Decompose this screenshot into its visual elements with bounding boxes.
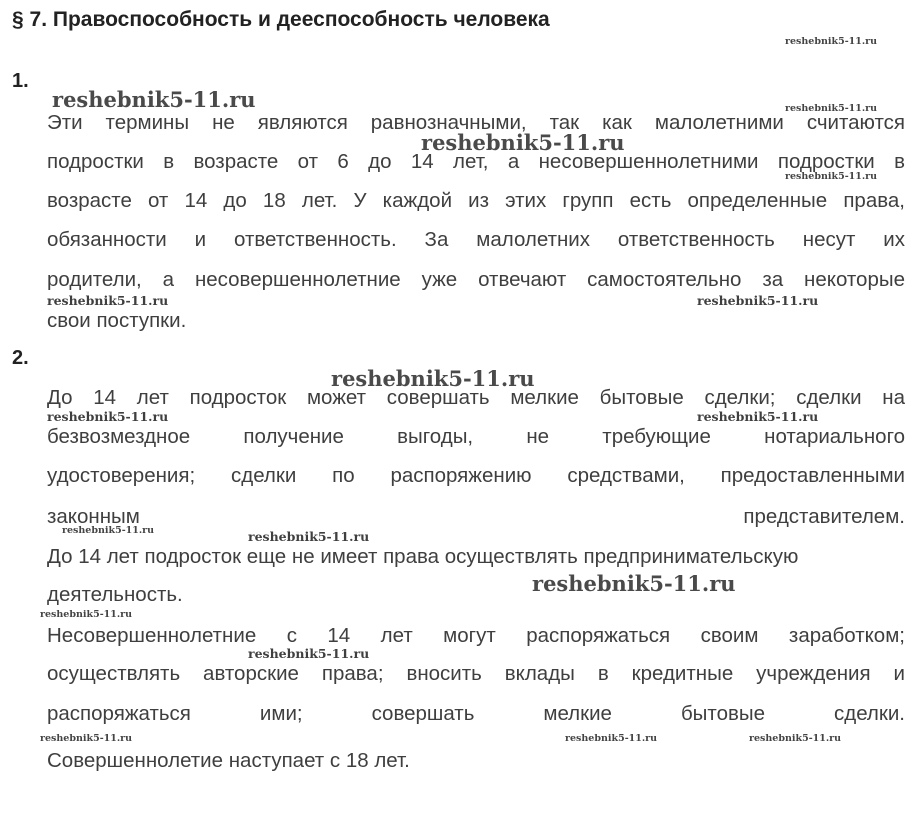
watermark: reshebnik5-11.ru <box>785 171 878 182</box>
watermark: reshebnik5-11.ru <box>248 646 370 661</box>
section-2-line-5: До 14 лет подросток еще не имеет права осуществлять предпринимательскую <box>47 545 799 568</box>
section-1-line-6: свои поступки. <box>47 309 187 332</box>
watermark: reshebnik5-11.ru <box>697 409 819 424</box>
watermark: reshebnik5-11.ru <box>47 409 169 424</box>
section-2-line-9: распоряжаться ими; совершать мелкие бытовые сделки. <box>47 702 905 725</box>
watermark: reshebnik5-11.ru <box>248 529 370 544</box>
section-2-line-2: безвозмездное получение выгоды, не требующие нотариального <box>47 425 905 448</box>
section-1-line-1: Эти термины не являются равнозначными, так как малолетними считаются <box>47 111 905 134</box>
watermark: reshebnik5-11.ru <box>40 609 133 620</box>
section-number-2: 2. <box>12 347 29 369</box>
watermark: reshebnik5-11.ru <box>47 293 169 308</box>
watermark: reshebnik5-11.ru <box>749 733 842 744</box>
watermark: reshebnik5-11.ru <box>40 733 133 744</box>
watermark: reshebnik5-11.ru <box>785 103 878 114</box>
watermark: reshebnik5-11.ru <box>421 130 625 155</box>
section-1-line-3: возрасте от 14 до 18 лет. У каждой из этих групп есть определенные права, <box>47 189 905 212</box>
section-1-line-5: родители, а несовершеннолетние уже отвечают самостоятельно за некоторые <box>47 268 905 291</box>
watermark: reshebnik5-11.ru <box>331 366 535 391</box>
section-2-line-10: Совершеннолетие наступает с 18 лет. <box>47 749 410 772</box>
watermark: reshebnik5-11.ru <box>62 525 155 536</box>
watermark: reshebnik5-11.ru <box>52 87 256 112</box>
watermark: reshebnik5-11.ru <box>785 36 878 47</box>
section-2-line-4: законным представителем. <box>47 505 905 528</box>
page-title: § 7. Правоспособность и дееспособность человека <box>12 8 550 31</box>
section-2-line-1: До 14 лет подросток может совершать мелкие бытовые сделки; сделки на <box>47 386 905 409</box>
section-2-line-3: удостоверения; сделки по распоряжению средствами, предоставленными <box>47 464 905 487</box>
watermark: reshebnik5-11.ru <box>565 733 658 744</box>
watermark: reshebnik5-11.ru <box>532 571 736 596</box>
section-number-1: 1. <box>12 70 29 92</box>
section-1-line-2: подростки в возрасте от 6 до 14 лет, а несовершеннолетними подростки в <box>47 150 905 173</box>
section-2-line-8: осуществлять авторские права; вносить вклады в кредитные учреждения и <box>47 662 905 685</box>
section-2-line-7: Несовершеннолетние с 14 лет могут распоряжаться своим заработком; <box>47 624 905 647</box>
section-1-line-4: обязанности и ответственность. За малолетних ответственность несут их <box>47 228 905 251</box>
watermark: reshebnik5-11.ru <box>697 293 819 308</box>
section-2-line-6: деятельность. <box>47 583 183 606</box>
